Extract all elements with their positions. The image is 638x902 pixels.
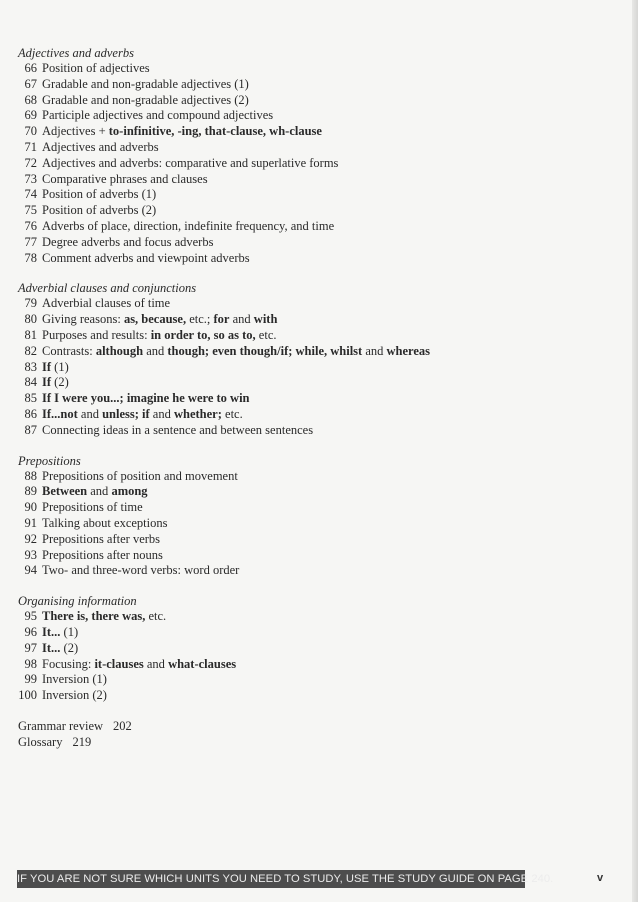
unit-title-text: Giving reasons: bbox=[42, 312, 124, 327]
unit-title-text: Prepositions of position and movement bbox=[42, 468, 238, 483]
unit-title-text: and bbox=[87, 484, 112, 499]
unit-entry bbox=[18, 516, 618, 532]
unit-title-bold: though; even though/if; while, whilst bbox=[167, 343, 363, 358]
unit-entry bbox=[18, 672, 618, 688]
back-matter bbox=[18, 718, 618, 750]
unit-entry bbox=[18, 108, 618, 124]
unit-title-text: Adjectives + bbox=[42, 124, 109, 139]
unit-entry bbox=[18, 328, 618, 344]
unit-number: 89 bbox=[24, 484, 37, 499]
unit-title-bold: unless; if bbox=[102, 406, 150, 421]
unit-title-text: Adjectives and adverbs: comparative and superlative forms bbox=[42, 155, 339, 170]
study-guide-banner-text: IF YOU ARE NOT SURE WHICH UNITS YOU NEED TO STUDY, USE THE STUDY GUIDE ON PAGE 240. bbox=[17, 873, 554, 885]
unit-number: 73 bbox=[24, 171, 37, 186]
unit-title-bold: Between bbox=[42, 484, 88, 499]
back-matter-page: 219 bbox=[72, 734, 92, 749]
unit-entry bbox=[18, 407, 618, 423]
unit-title-bold: although bbox=[95, 343, 144, 358]
unit-entry bbox=[18, 312, 618, 328]
section-title: Adverbial clauses and conjunctions bbox=[18, 281, 197, 296]
unit-number: 98 bbox=[24, 656, 37, 671]
unit-number: 68 bbox=[24, 92, 37, 107]
unit-entry bbox=[18, 77, 618, 93]
unit-title-text: Degree adverbs and focus adverbs bbox=[42, 234, 214, 249]
page-edge bbox=[632, 0, 638, 902]
unit-entry bbox=[18, 563, 618, 579]
unit-entry bbox=[18, 688, 618, 704]
unit-title-text: (1) bbox=[60, 624, 79, 639]
unit-number: 94 bbox=[24, 563, 37, 578]
unit-entry bbox=[18, 203, 618, 219]
unit-title-text: etc.; bbox=[186, 312, 214, 327]
unit-title-bold: If I were you...; imagine he were to win bbox=[42, 391, 250, 406]
unit-entry bbox=[18, 187, 618, 203]
unit-title-text: Gradable and non-gradable adjectives (1) bbox=[42, 76, 249, 91]
unit-title-text: Comment adverbs and viewpoint adverbs bbox=[42, 250, 250, 265]
unit-title-text: Prepositions after verbs bbox=[42, 531, 161, 546]
unit-title-text: (2) bbox=[60, 640, 79, 655]
unit-number: 87 bbox=[24, 422, 37, 437]
back-matter-entry bbox=[18, 734, 618, 750]
unit-title-bold: It... bbox=[42, 640, 61, 655]
study-guide-banner bbox=[17, 870, 554, 888]
unit-title-text: Gradable and non-gradable adjectives (2) bbox=[42, 92, 249, 107]
unit-title-text: Inversion (2) bbox=[42, 688, 107, 703]
unit-title-text: Adverbs of place, direction, indefinite frequency, and time bbox=[42, 218, 335, 233]
unit-title-text: Inversion (1) bbox=[42, 672, 107, 687]
unit-title-bold: There is, there was, bbox=[42, 609, 146, 624]
unit-title-bold: in order to, so as to, bbox=[150, 327, 256, 342]
unit-title-text: and bbox=[362, 343, 387, 358]
unit-number: 93 bbox=[24, 547, 37, 562]
unit-entry bbox=[18, 423, 618, 439]
unit-title-text: Comparative phrases and clauses bbox=[42, 171, 208, 186]
table-of-contents bbox=[18, 45, 618, 750]
unit-number: 86 bbox=[24, 406, 37, 421]
unit-entry bbox=[18, 532, 618, 548]
back-matter-label: Glossary bbox=[18, 734, 63, 749]
unit-entry bbox=[18, 172, 618, 188]
unit-entry bbox=[18, 484, 618, 500]
unit-title-bold: to-infinitive, -ing, that-clause, wh-clause bbox=[108, 124, 322, 139]
unit-title-text: and bbox=[143, 656, 169, 671]
unit-title-bold: what-clauses bbox=[168, 656, 237, 671]
unit-number: 80 bbox=[24, 312, 37, 327]
unit-number: 84 bbox=[24, 375, 37, 390]
unit-title-text: and bbox=[229, 312, 254, 327]
unit-entry bbox=[18, 375, 618, 391]
unit-number: 70 bbox=[24, 124, 37, 139]
unit-title-bold: among bbox=[111, 484, 148, 499]
unit-title-text: Position of adverbs (1) bbox=[42, 187, 157, 202]
page-number: v bbox=[597, 872, 604, 884]
unit-entry bbox=[18, 344, 618, 360]
unit-title-text: Position of adjectives bbox=[42, 61, 150, 75]
unit-number: 95 bbox=[24, 609, 37, 624]
unit-title-text: Position of adverbs (2) bbox=[42, 203, 157, 218]
toc-section bbox=[18, 593, 618, 704]
unit-number: 88 bbox=[24, 468, 37, 483]
unit-title-text: Prepositions of time bbox=[42, 500, 143, 515]
unit-entry bbox=[18, 156, 618, 172]
section-title: Organising information bbox=[18, 594, 137, 609]
unit-entry bbox=[18, 251, 618, 267]
unit-number: 78 bbox=[24, 250, 37, 265]
unit-entry bbox=[18, 235, 618, 251]
back-matter-label: Grammar review bbox=[18, 718, 104, 733]
unit-entry bbox=[18, 469, 618, 485]
unit-title-text: Focusing: bbox=[42, 656, 95, 671]
unit-entry bbox=[18, 391, 618, 407]
unit-number: 67 bbox=[24, 76, 37, 91]
unit-entry bbox=[18, 625, 618, 641]
unit-title-text: Contrasts: bbox=[42, 343, 96, 358]
unit-number: 81 bbox=[24, 327, 37, 342]
unit-number: 75 bbox=[24, 203, 37, 218]
unit-number: 79 bbox=[24, 296, 37, 311]
toc-section bbox=[18, 45, 618, 266]
unit-number: 100 bbox=[18, 688, 37, 703]
unit-title-bold: If bbox=[42, 359, 52, 374]
unit-title-bold: for bbox=[213, 312, 230, 327]
unit-title-bold: whether; bbox=[173, 406, 222, 421]
unit-title-text: and bbox=[143, 343, 168, 358]
unit-entry bbox=[18, 219, 618, 235]
unit-entry bbox=[18, 61, 618, 77]
unit-entry bbox=[18, 360, 618, 376]
toc-section bbox=[18, 280, 618, 438]
unit-title-bold: whereas bbox=[386, 343, 431, 358]
unit-entry bbox=[18, 609, 618, 625]
unit-title-text: Two- and three-word verbs: word order bbox=[42, 563, 240, 578]
unit-number: 76 bbox=[24, 218, 37, 233]
unit-entry bbox=[18, 93, 618, 109]
unit-title-bold: It... bbox=[42, 624, 61, 639]
unit-title-text: etc. bbox=[255, 327, 277, 342]
unit-title-bold: as, because, bbox=[123, 312, 187, 327]
unit-title-text: (2) bbox=[51, 375, 69, 390]
unit-title-text: Purposes and results: bbox=[42, 327, 151, 342]
unit-number: 85 bbox=[24, 391, 37, 406]
unit-title-bold: If...not bbox=[42, 406, 78, 421]
unit-entry bbox=[18, 124, 618, 140]
unit-number: 92 bbox=[24, 531, 37, 546]
unit-number: 77 bbox=[24, 234, 37, 249]
section-title: Adjectives and adverbs bbox=[18, 46, 134, 60]
unit-number: 99 bbox=[24, 672, 37, 687]
back-matter-entry bbox=[18, 718, 618, 734]
unit-number: 66 bbox=[24, 61, 37, 75]
unit-title-bold: If bbox=[42, 375, 52, 390]
unit-number: 97 bbox=[24, 640, 37, 655]
unit-entry bbox=[18, 657, 618, 673]
unit-title-text: Adjectives and adverbs bbox=[42, 139, 159, 154]
unit-title-bold: with bbox=[253, 312, 278, 327]
unit-number: 69 bbox=[24, 108, 37, 123]
section-title: Prepositions bbox=[18, 453, 81, 468]
unit-title-text: etc. bbox=[145, 609, 167, 624]
unit-number: 74 bbox=[24, 187, 37, 202]
unit-number: 82 bbox=[24, 343, 37, 358]
unit-title-text: Connecting ideas in a sentence and between sentences bbox=[42, 422, 314, 437]
unit-title-text: and bbox=[149, 406, 174, 421]
unit-entry bbox=[18, 641, 618, 657]
unit-entry bbox=[18, 548, 618, 564]
unit-title-text: (1) bbox=[51, 359, 69, 374]
unit-title-text: etc. bbox=[221, 406, 243, 421]
unit-title-text: and bbox=[77, 406, 103, 421]
unit-number: 91 bbox=[24, 515, 37, 530]
toc-section bbox=[18, 453, 618, 580]
unit-title-text: Talking about exceptions bbox=[42, 515, 168, 530]
unit-title-text: Adverbial clauses of time bbox=[42, 296, 171, 311]
unit-title-text: Participle adjectives and compound adjectives bbox=[42, 108, 274, 123]
unit-entry bbox=[18, 296, 618, 312]
unit-entry bbox=[18, 500, 618, 516]
unit-entry bbox=[18, 140, 618, 156]
unit-number: 72 bbox=[24, 155, 37, 170]
unit-number: 96 bbox=[24, 624, 37, 639]
unit-title-bold: it-clauses bbox=[94, 656, 144, 671]
back-matter-page: 202 bbox=[113, 718, 132, 733]
unit-number: 83 bbox=[24, 359, 37, 374]
unit-number: 71 bbox=[24, 139, 37, 154]
unit-title-text: Prepositions after nouns bbox=[42, 547, 163, 562]
unit-number: 90 bbox=[24, 500, 37, 515]
